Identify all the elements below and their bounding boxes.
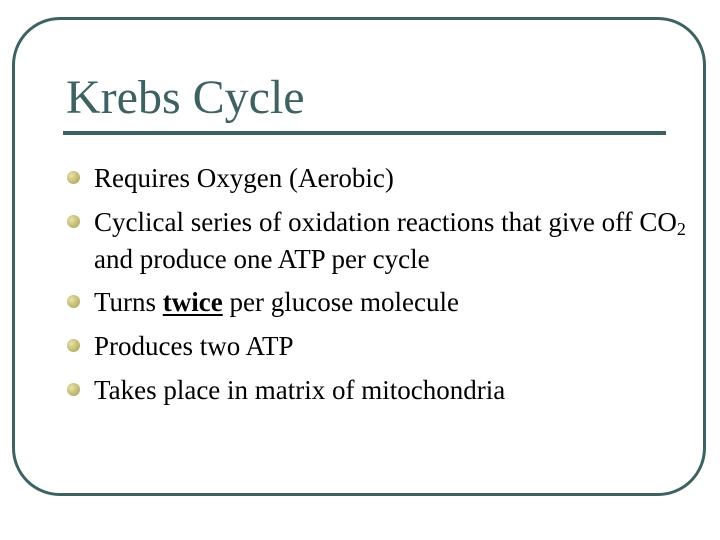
bullet-text-after: per glucose molecule: [222, 287, 459, 317]
bullet-icon: [67, 171, 80, 184]
bullet-item-cyclical-series: [66, 207, 686, 274]
bullet-icon: [67, 339, 80, 352]
bullet-text: Requires Oxygen (Aerobic): [94, 163, 394, 193]
bullet-text: Produces two ATP: [94, 331, 294, 361]
bullet-icon: [67, 383, 80, 396]
emphasis-twice: twice: [162, 287, 223, 317]
bullet-icon: [67, 215, 80, 228]
bullet-text-after: and produce one ATP per cycle: [94, 244, 430, 274]
bullet-icon: [67, 295, 80, 308]
bullet-item-turns-twice: [66, 287, 686, 317]
bullet-text: Takes place in matrix of mitochondria: [94, 375, 506, 405]
bullet-text-before: Turns: [94, 287, 163, 317]
bullet-item-requires-oxygen: [66, 163, 686, 193]
bullet-item-takes-place: [66, 375, 686, 405]
slide-title: Krebs Cycle: [66, 71, 305, 124]
co2-subscript: 2: [676, 219, 686, 239]
bullet-item-produces-atp: [66, 331, 686, 361]
bullet-text-before: Cyclical series of oxidation reactions that give off CO: [94, 207, 677, 237]
bullet-list: [66, 163, 686, 419]
title-divider: [63, 131, 666, 135]
